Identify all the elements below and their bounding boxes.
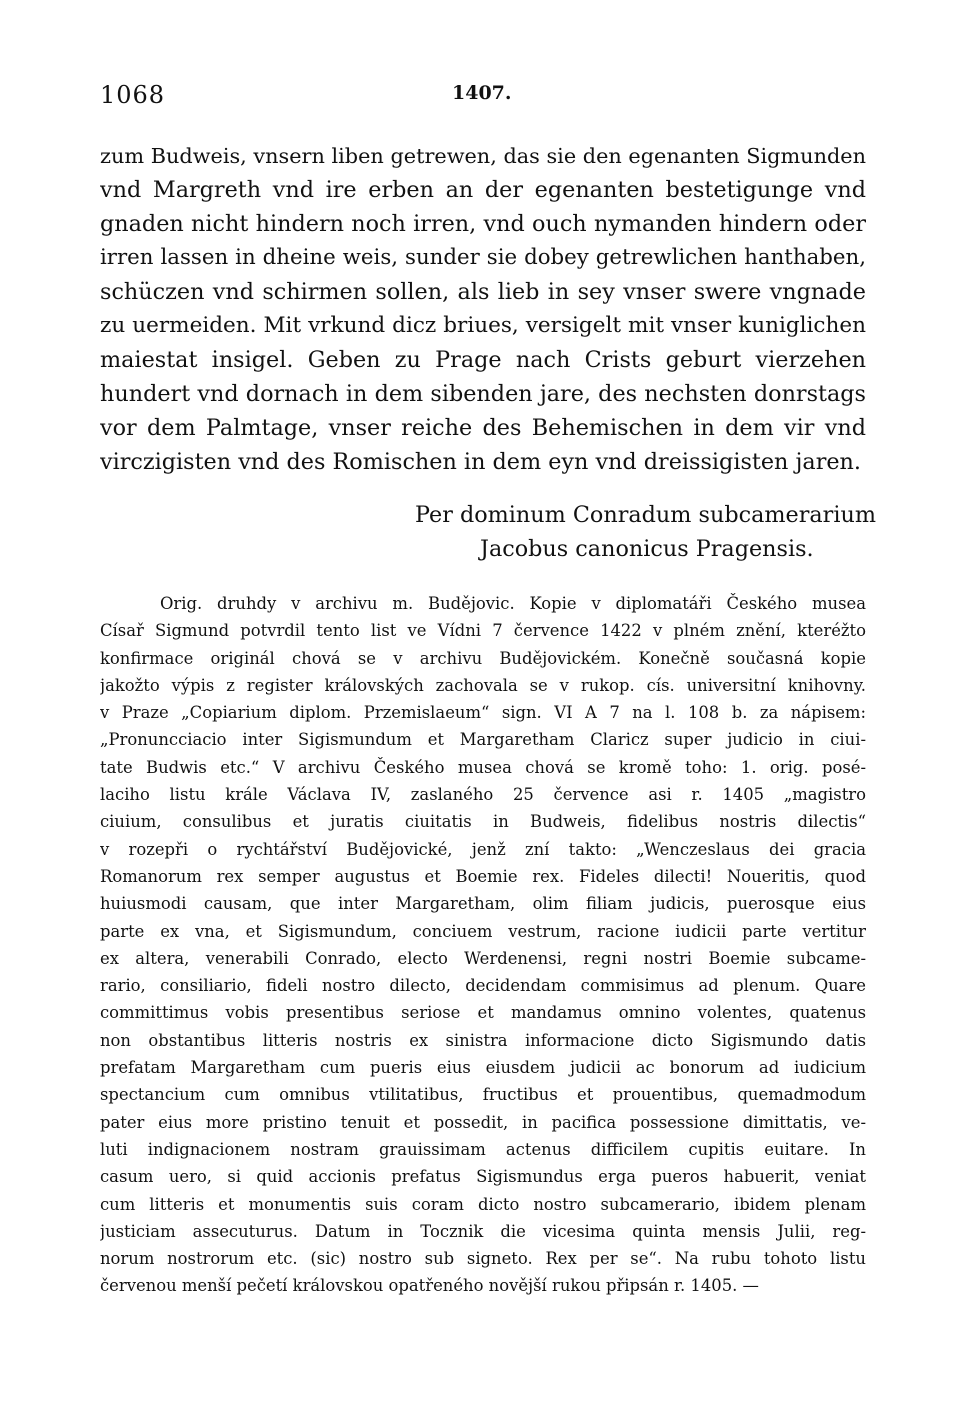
note-line: konfirmace originál chová se v archivu Budějovickém. Konečně současná kopie <box>100 648 866 668</box>
note-line last: červenou menší pečetí královskou opatřeného novější rukou připsán r. 1405. — <box>100 1276 759 1296</box>
note-line: casum uero, si quid accionis prefatus Sigismundus erga pueros habuerit, veniat <box>100 1167 866 1187</box>
signature-line: Per dominum Conradum subcamerarium <box>415 502 876 528</box>
main-text-line: zum Budweis, vnsern liben getrewen, das sie den egenanten Sigmunden <box>100 144 866 168</box>
main-text-line: gnaden nicht hindern noch irren, vnd ouch nymanden hindern oder <box>100 211 866 237</box>
signature-block <box>380 498 876 566</box>
note-line: spectancium cum omnibus vtilitatibus, fructibus et prouentibus, quemadmodum <box>100 1085 866 1105</box>
note-line: norum nostrorum etc. (sic) nostro sub signeto. Rex per se“. Na rubu tohoto listu <box>100 1249 866 1269</box>
note-line: tate Budwis etc.“ V archivu Českého musea chová se kromě toho: 1. orig. posé- <box>100 757 866 777</box>
note-line: jakožto výpis z register královských zachovala se v rukop. cís. universitní knihovny. <box>100 675 866 695</box>
note-line: luti indignacionem nostram grauissimam actenus difficilem cupitis euitare. In <box>100 1139 866 1159</box>
note-line: „Pronuncciacio inter Sigismundum et Margaretham Claricz super judicio in ciui- <box>100 730 866 750</box>
note-line: Romanorum rex semper augustus et Boemie rex. Fideles dilecti! Noueritis, quod <box>100 866 866 886</box>
editorial-note-block <box>100 590 866 1300</box>
note-line: Císař Sigmund potvrdil tento list ve Vídni 7 července 1422 v plném znění, kteréžto <box>100 621 866 641</box>
main-text-line: irren lassen in dheine weis, sunder sie dobey getrewlichen hanthaben, <box>100 245 866 270</box>
note-line: v Praze „Copiarium diplom. Przemislaeum“ sign. VI A 7 na l. 108 b. za nápisem: <box>100 703 866 723</box>
note-line: Orig. druhdy v archivu m. Budějovic. Kopie v diplomatáři Českého musea <box>160 594 866 613</box>
note-line: huiusmodi causam, que inter Margaretham, olim filiam judicis, puerosque eius <box>100 894 866 914</box>
main-text-line: hundert vnd dornach in dem sibenden jare, des nechsten donrstags <box>100 381 866 407</box>
note-line: rario, consiliario, fideli nostro dilecto, decidendam commisimus ad plenum. Quare <box>100 976 866 996</box>
main-text-line: virczigisten vnd des Romischen in dem eyn vnd dreissigisten jaren. <box>100 449 862 475</box>
note-line: committimus vobis presentibus seriose et mandamus omnino volentes, quatenus <box>100 1003 866 1023</box>
note-line: laciho listu krále Václava IV, zaslaného 25 července asi r. 1405 „magistro <box>100 785 866 805</box>
note-line: ciuium, consulibus et juratis ciuitatis in Budweis, fidelibus nostris dilectis“ <box>100 812 866 832</box>
note-line: parte ex vna, et Sigismundum, conciuem vestrum, racione iudicii parte vertitur <box>100 921 866 941</box>
note-line: justiciam assecuturus. Datum in Tocznik die vicesima quinta mensis Julii, reg- <box>100 1221 866 1241</box>
page-number: 1068 <box>100 81 166 109</box>
main-text-line: zu uermeiden. Mit vrkund dicz briues, versigelt mit vnser kuniglichen <box>100 313 866 338</box>
note-line: prefatam Margaretham cum pueris eius eiusdem judicii ac bonorum ad iudicium <box>100 1058 866 1078</box>
note-line: cum litteris et monumentis suis coram dicto nostro subcamerario, ibidem plenam <box>100 1194 866 1214</box>
running-header-year: 1407. <box>452 82 512 104</box>
note-line: pater eius more pristino tenuit et possedit, in pacifica possessione dimittatis, ve- <box>100 1112 866 1132</box>
main-text-block <box>100 139 866 479</box>
main-text-line: vnd Margreth vnd ire erben an der egenanten bestetigunge vnd <box>100 177 866 203</box>
note-line: v rozepři o rychtářství Budějovické, jenž zní takto: „Wenczeslaus dei gracia <box>100 839 866 859</box>
note-line: non obstantibus litteris nostris ex sinistra informacione dicto Sigismundo datis <box>100 1030 866 1050</box>
main-text-line: vor dem Palmtage, vnser reiche des Behemischen in dem vir vnd <box>100 415 866 441</box>
signature-line: Jacobus canonicus Pragensis. <box>480 536 814 562</box>
main-text-line: schüczen vnd schirmen sollen, als lieb in sey vnser swere vngnade <box>100 279 866 305</box>
note-line: ex altera, venerabili Conrado, electo Werdenensi, regni nostri Boemie subcame- <box>100 948 866 968</box>
main-text-line: maiestat insigel. Geben zu Prage nach Crists geburt vierzehen <box>100 347 866 373</box>
